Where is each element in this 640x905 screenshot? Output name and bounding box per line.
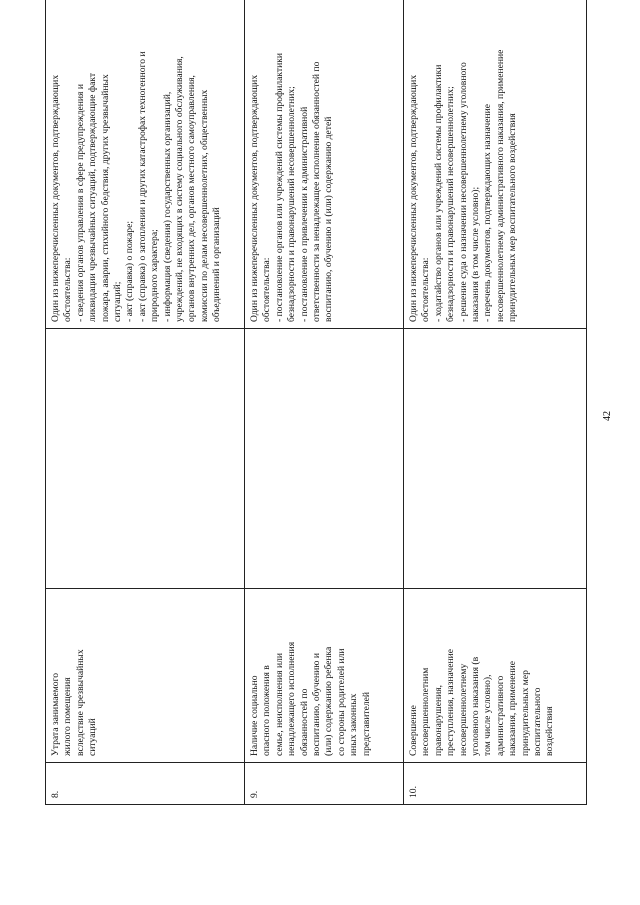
docs-line: обстоятельства: [62,257,74,322]
docs-line: ликвидации чрезвычайных ситуаций, подтверждающие факт [87,72,99,322]
docs-line: - перечень документов, подтверждающих назначение [482,103,494,322]
docs-line: принудительных мер воспитательного воздействия [507,113,519,322]
title-line: Наличие социально [249,675,260,756]
docs-line: - решение суда о назначении несовершеннолетнему уголовного [457,62,469,322]
title-line: несовершеннолетнему [457,663,469,756]
title-line: воспитательного [532,687,544,756]
title-line: обязанностей по [298,688,310,756]
title-line: правонарушения, [432,684,444,756]
docs-line: пожара, аварии, стихийного бедствия, других чрезвычайных [99,74,111,322]
circumstance-title [245,589,404,763]
circumstance-title [404,589,587,763]
title-line: Утрата занимаемого [50,672,61,756]
title-line: несовершеннолетним [420,667,432,756]
circumstances-table [45,0,587,805]
docs-line: несовершеннолетнему административного наказания, применение [494,49,506,322]
docs-line: природного характера; [149,229,161,322]
table-row [404,0,587,805]
title-line: воздействия [544,706,556,756]
title-line: вследствие чрезвычайных [74,649,86,756]
title-line: ситуаций [87,718,99,756]
row-number: 8. [46,763,245,805]
docs-line: - сведения органов управления в сфере предупреждения и [74,84,86,322]
title-line: воспитанию, обучению и [311,653,323,756]
docs-line: обстоятельства: [261,257,273,322]
title-line: уголовного наказания (в [470,656,482,756]
confirming-documents [46,0,245,329]
confirming-documents [404,0,587,329]
docs-line: безнадзорности и правонарушений несовершеннолетних; [286,86,298,322]
page-number: 42 [602,411,613,421]
docs-line: воспитанию, обучению и (или) содержанию детей [323,116,335,322]
title-line: жилого помещения [62,677,74,756]
docs-line: ситуаций; [112,281,124,322]
title-line: административного [494,675,506,756]
title-line: со стороны родителей или [335,648,347,756]
empty-cell [404,329,587,589]
row-number: 10. [404,763,587,805]
docs-line: наказания (в том числе условно); [470,186,482,322]
docs-line: обстоятельства: [420,257,432,322]
title-line: опасного положения в [261,665,273,756]
title-line: наказания, применение [507,660,519,756]
empty-cell [245,329,404,589]
docs-line: Один из нижеперечисленных документов, подтверждающих [249,74,260,322]
title-line: иных законных [348,693,360,756]
docs-line: - ходатайство органов или учреждений системы профилактики [432,64,444,322]
table-row [46,0,245,805]
title-line: принудительных мер [519,670,531,756]
docs-line: Один из нижеперечисленных документов, подтверждающих [408,74,419,322]
title-line: представителей [360,691,372,756]
title-line: (или) содержанию ребенка [323,646,335,756]
empty-cell [46,329,245,589]
title-line: ненадлежащего исполнения [286,641,298,756]
docs-line: ответственности за ненадлежащее исполнение обязанностей по [311,61,323,322]
title-line: преступления, назначение [445,648,457,756]
row-number: 9. [245,763,404,805]
docs-line: безнадзорности и правонарушений несовершеннолетних; [445,86,457,322]
title-line: том числе условно), [482,674,494,756]
docs-line: - постановление органов или учреждений системы профилактики [273,52,285,322]
docs-line: комиссии по делам несовершеннолетних, общественных [198,89,210,322]
docs-line: - акт (справка) о затоплении и других катастрофах техногенного и [136,51,148,322]
docs-line: - акт (справка) о пожаре; [124,220,136,322]
docs-line: объединений и организаций [211,207,223,322]
confirming-documents [245,0,404,329]
title-line: семье, неисполнения или [273,652,285,756]
docs-line: - информация (сведения) государственных организаций, [161,91,173,322]
docs-line: учреждений, не входящих в систему социального обслуживания, [174,56,186,322]
docs-line: Один из нижеперечисленных документов, подтверждающих [50,74,61,322]
table-row [245,0,404,805]
docs-line: - постановление о привлечении к административной [298,106,310,322]
circumstance-title [46,589,245,763]
docs-line: органов внутренних дел, органов местного самоуправления, [186,75,198,322]
title-line: Совершение [408,705,419,756]
